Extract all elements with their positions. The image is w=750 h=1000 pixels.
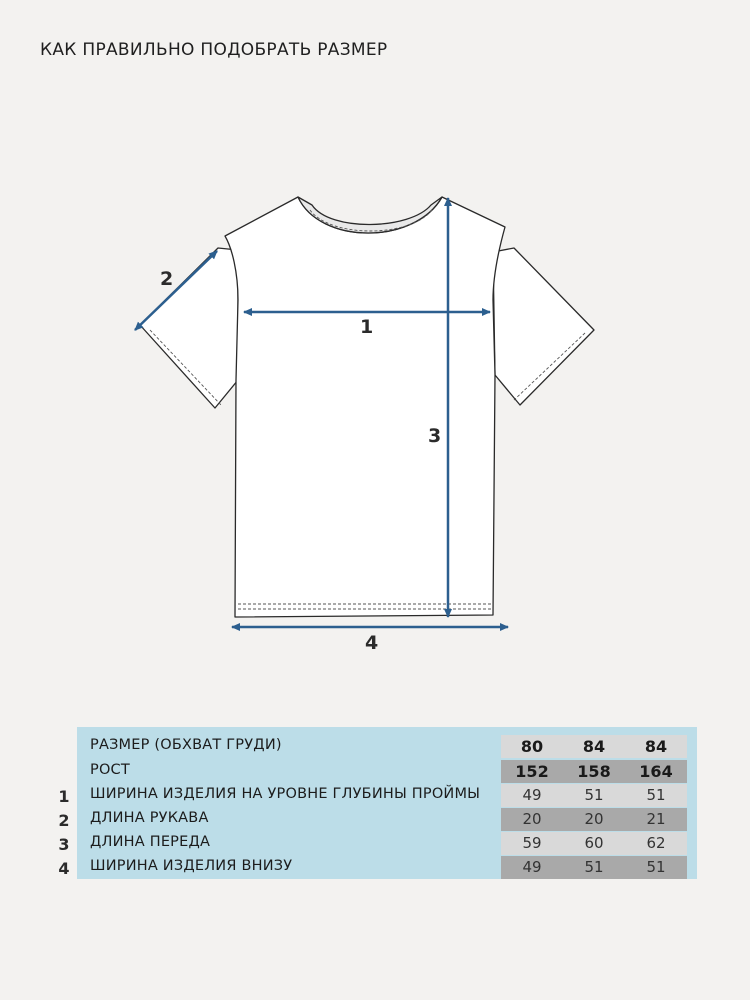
- table-cell: 164: [639, 762, 673, 781]
- table-cell: 59: [522, 834, 542, 852]
- table-cell: 51: [646, 858, 666, 876]
- table-cell: 49: [522, 786, 542, 804]
- table-cell: 51: [646, 786, 666, 804]
- height-label: РОСТ: [90, 762, 130, 778]
- table-cell: 21: [646, 810, 666, 828]
- table-cell: 80: [520, 737, 544, 756]
- table-cell: 20: [584, 810, 604, 828]
- table-row: [77, 832, 697, 855]
- row-number: 3: [58, 835, 70, 854]
- page-title: КАК ПРАВИЛЬНО ПОДОБРАТЬ РАЗМЕР: [40, 40, 388, 60]
- row-number: 2: [58, 811, 70, 830]
- row-label: ШИРИНА ИЗДЕЛИЯ НА УРОВНЕ ГЛУБИНЫ ПРОЙМЫ: [90, 786, 481, 802]
- table-cell: 158: [577, 762, 611, 781]
- measure-label-3: 3: [428, 425, 442, 447]
- table-cell: 84: [582, 737, 606, 756]
- measure-label-1: 1: [360, 316, 374, 338]
- table-cell: 152: [515, 762, 549, 781]
- left-sleeve: [140, 248, 238, 408]
- table-cell: 62: [646, 834, 666, 852]
- row-label: ДЛИНА РУКАВА: [90, 810, 209, 826]
- table-row-height: [77, 760, 697, 783]
- row-number: 1: [58, 787, 70, 806]
- row-label: ДЛИНА ПЕРЕДА: [90, 834, 211, 850]
- table-cell: 84: [644, 737, 668, 756]
- table-row: [77, 856, 697, 879]
- table-row: [77, 808, 697, 831]
- table-cell: 60: [584, 834, 604, 852]
- table-cell: 49: [522, 858, 542, 876]
- table-cell: 51: [584, 786, 604, 804]
- table-row: [77, 784, 697, 807]
- measure-label-4: 4: [365, 632, 379, 654]
- table-cell: 51: [584, 858, 604, 876]
- measure-label-2: 2: [160, 268, 174, 290]
- row-number: 4: [58, 859, 70, 878]
- size-table: [77, 727, 697, 879]
- size-label: РАЗМЕР (ОБХВАТ ГРУДИ): [90, 737, 282, 753]
- table-row-size: [77, 735, 697, 758]
- row-label: ШИРИНА ИЗДЕЛИЯ ВНИЗУ: [90, 858, 293, 874]
- table-cell: 20: [522, 810, 542, 828]
- tshirt-body: [225, 197, 505, 617]
- right-sleeve: [493, 248, 594, 405]
